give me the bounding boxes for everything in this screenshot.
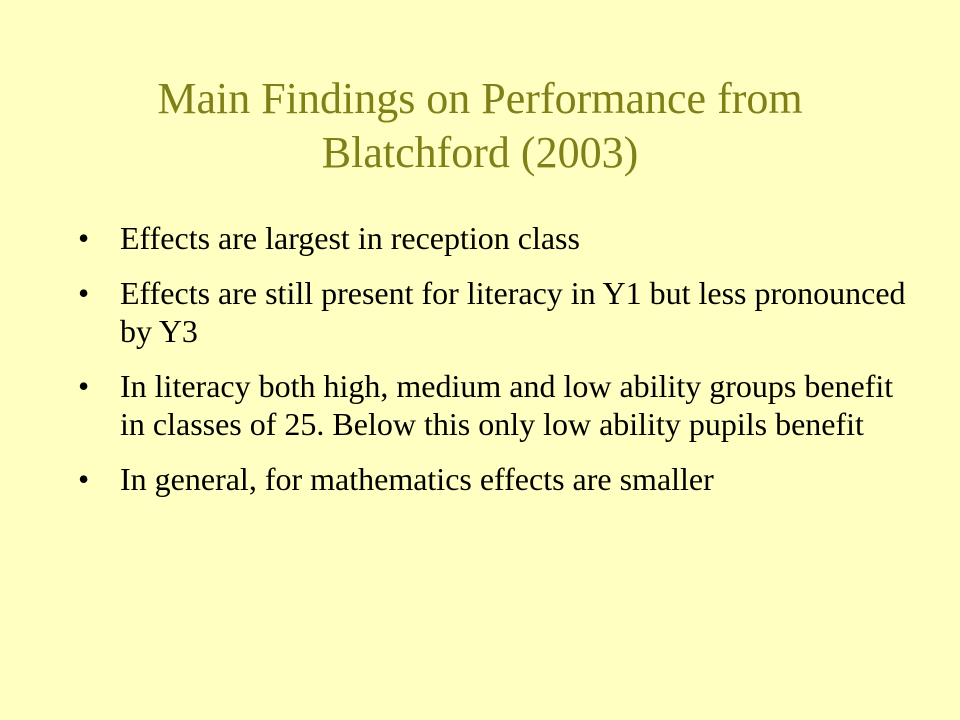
bullet-item <box>78 460 908 498</box>
bullet-icon: • <box>78 220 90 256</box>
bullet-icon: • <box>78 275 90 311</box>
bullet-text: In literacy both high, medium and low ability groups benefit in classes of 25. Below this only low ability pupils benefit <box>120 368 894 442</box>
bullet-list <box>78 219 908 515</box>
bullet-item <box>78 367 908 443</box>
bullet-text: Effects are still present for literacy in Y1 but less pronounced by Y3 <box>120 275 906 349</box>
bullet-text: Effects are largest in reception class <box>120 220 580 256</box>
bullet-item <box>78 274 908 350</box>
bullet-icon: • <box>78 368 90 404</box>
bullet-text: In general, for mathematics effects are smaller <box>120 461 714 497</box>
bullet-icon: • <box>78 461 90 497</box>
slide-title: Main Findings on Performance from Blatchford (2003) <box>157 74 803 177</box>
bullet-item <box>78 219 908 257</box>
